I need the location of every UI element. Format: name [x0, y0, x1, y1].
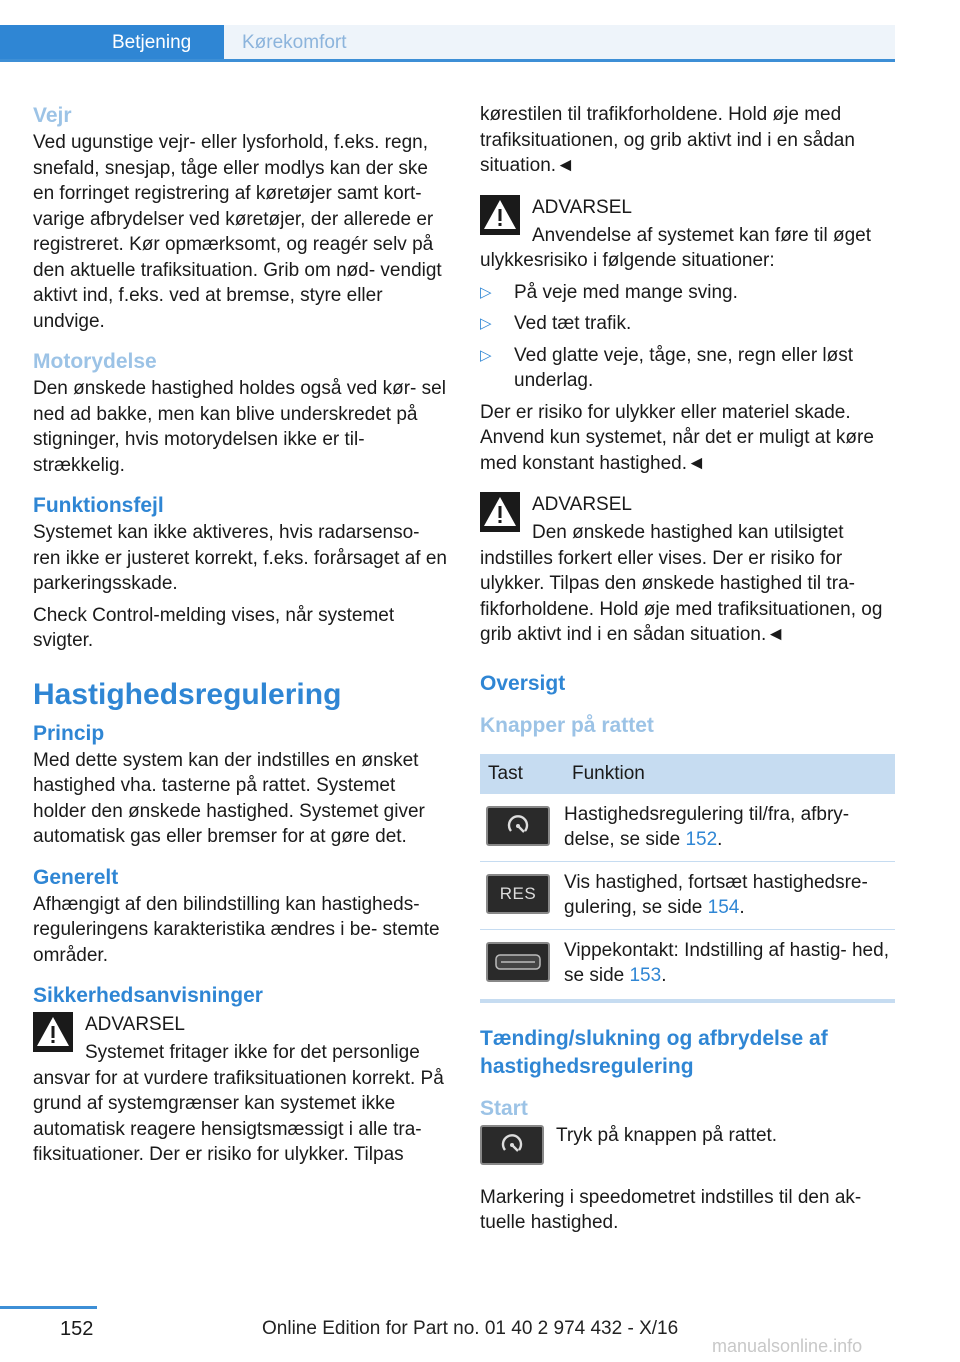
header: [0, 25, 895, 62]
table-row: Vippekontakt: Indstilling af hastig- hed, se side 153.: [480, 929, 895, 1001]
keys-table: [480, 754, 895, 1003]
column-header-tast: Tast: [480, 754, 564, 794]
list-item: ▷ På veje med mange sving.: [480, 280, 895, 306]
warning-1-rest: ulykkesrisiko i følgende situationer:: [480, 250, 775, 271]
list-item: ▷ Ved glatte veje, tåge, sne, regn eller løst underlag.: [480, 344, 854, 391]
footer-rule: [0, 1306, 97, 1309]
heading-taending: Tænding/slukning og afbrydelse af hastighedsregulering: [480, 1026, 828, 1078]
heading-motorydelse: Motorydelse: [33, 350, 157, 373]
risk-text: Der er risiko for ulykker eller materiel skade. Anvend kun systemet, når det er muligt at køre med konstant hastighed.◄: [480, 401, 874, 474]
heading-hastighedsregulering: Hastighedsregulering: [33, 677, 342, 711]
page-link-154[interactable]: 154: [707, 897, 740, 918]
table-row: Hastighedsregulering til/fra, afbry- delse, se side 152.: [480, 794, 895, 862]
table-row: RES Vis hastighed, fortsæt hastighedsre- gulering, se side 154.: [480, 861, 895, 929]
warning-2-rest: indstilles forkert eller vises. Der er risiko for ulykker. Tilpas den ønskede hastighed til tra- fikforholdene. Hold øje med trafiksituationen, og grib aktivt ind i en sådan situation.◄: [480, 547, 883, 645]
triangle-bullet-icon: ▷: [480, 283, 492, 301]
warning-2-line-1: Den ønskede hastighed kan utilsigtet: [532, 522, 844, 543]
heading-sikkerhedsanvisninger: Sikkerhedsanvisninger: [33, 984, 263, 1007]
start-block: [480, 1123, 895, 1171]
vejr-text: Ved ugunstige vejr- eller lysforhold, f.eks. regn, snefald, snesjap, tåge eller modlys kan der ske en forringet registrering af køretøjer samt kort- varige afbrydelser ved køretøjer, der allerede er registreret. Kør opmærksomt, og reagér selv på den aktuelle trafiksituation. Grib om nød- vendigt aktivt ind, f.eks. ved at bremse, styre eller undvige.: [33, 132, 442, 332]
watermark: manualsonline.info: [712, 1336, 863, 1356]
cruise-control-button-icon: [486, 806, 550, 846]
tab-korekomfort[interactable]: Kørekomfort: [224, 25, 895, 59]
motor-text: Den ønskede hastighed holdes også ved kør- sel ned ad bakke, men kan blive underskredet på stigninger, hvis motorydelsen ikke er til- strækkelig.: [33, 378, 446, 476]
continued-text: kørestilen til trafikforholdene. Hold øje med trafiksituationen, og grib aktivt ind i en sådan situation.◄: [480, 104, 855, 176]
generelt-text: Afhængigt af den bilindstilling kan hastigheds- reguleringens karakteristika ændres i be- stemte områder.: [33, 893, 440, 966]
warning-block: [33, 1010, 451, 1168]
row-text: Hastighedsregulering til/fra, afbry- delse, se side: [564, 803, 850, 850]
fejl-text-1: Systemet kan ikke aktiveres, hvis radarsenso- ren ikke er justeret korrekt, f.eks. forårsaget af en parkeringsskade.: [33, 522, 447, 594]
marker-text: Markering i speedometret indstilles til den ak- tuelle hastighed.: [480, 1186, 862, 1233]
row-text: Vis hastighed, fortsæt hastighedsre- gulering, se side: [564, 871, 868, 918]
edition-text: Online Edition for Part no. 01 40 2 974 432 - X/16: [262, 1318, 679, 1339]
warning-2-title: ADVARSEL: [532, 494, 632, 515]
heading-vejr: Vejr: [33, 104, 72, 127]
heading-generelt: Generelt: [33, 865, 119, 889]
warning-1-title: ADVARSEL: [532, 196, 632, 218]
fejl-text-2: Check Control-melding vises, når systemet svigter.: [33, 604, 395, 651]
warning-rest: ansvar for at vurdere trafiksituationen korrekt. På grund af systemgrænser kan systemet ikke automatisk reagere hensigtsmæssigt i alle tra- fiksituationer. Der er risiko for ulykker. Tilpas: [33, 1067, 444, 1165]
warning-triangle-icon: [480, 492, 520, 532]
res-button-icon: RES: [486, 874, 550, 914]
rocker-switch-icon: [486, 942, 550, 982]
right-column: [480, 102, 895, 1236]
column-header-funktion: Funktion: [564, 754, 895, 794]
triangle-bullet-icon: ▷: [480, 346, 492, 364]
start-text: Tryk på knappen på rattet.: [556, 1124, 778, 1146]
warning-line-1: Systemet fritager ikke for det personlige: [85, 1042, 420, 1063]
triangle-bullet-icon: ▷: [480, 315, 492, 332]
warning-block-2: [480, 490, 895, 648]
heading-knapper: Knapper på rattet: [480, 713, 654, 737]
warning-block-1: [480, 193, 895, 274]
princip-text: Med dette system kan der indstilles en ønsket hastighed vha. tasterne på rattet. Systemet holder den ønskede hastighed. Systemet giver automatisk gas eller bremser for at gøre det.: [33, 749, 425, 847]
left-column: [33, 102, 451, 1168]
heading-oversigt: Oversigt: [480, 671, 566, 695]
heading-funktionsfejl: Funktionsfejl: [33, 494, 164, 517]
page-link-152[interactable]: 152: [685, 829, 718, 850]
page-number: 152: [60, 1318, 94, 1340]
warning-title: ADVARSEL: [85, 1014, 185, 1035]
page-link-153[interactable]: 153: [629, 965, 662, 986]
heading-start: Start: [480, 1096, 528, 1120]
tab-betjening[interactable]: Betjening: [0, 25, 224, 62]
header-rule: [0, 59, 895, 62]
warning-1-line-1: Anvendelse af systemet kan føre til øget: [532, 224, 871, 246]
warning-triangle-icon: [480, 195, 520, 235]
row-text: Vippekontakt: Indstilling af hastig- hed, se side: [564, 939, 889, 986]
list-item: ▷ Ved tæt trafik.: [480, 311, 895, 337]
cruise-control-button-icon: [480, 1125, 544, 1165]
warning-triangle-icon: [33, 1012, 73, 1052]
heading-princip: Princip: [33, 721, 105, 745]
situation-list: [480, 280, 895, 394]
